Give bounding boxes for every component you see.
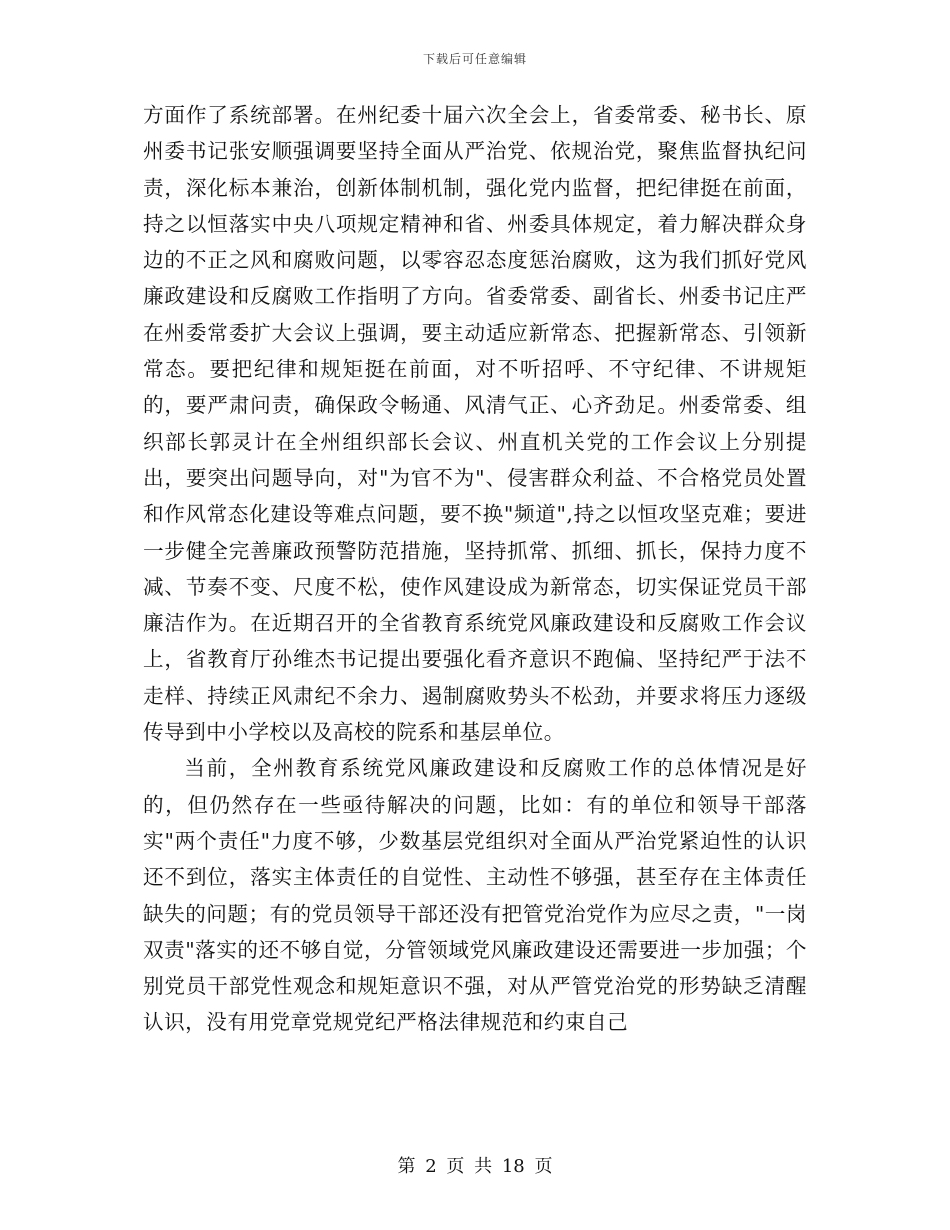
page-number: 第 2 页 共 18 页 bbox=[397, 1156, 553, 1177]
paragraph-1: 方面作了系统部署。在州纪委十届六次全会上，省委常委、秘书长、原州委书记张安顺强调要坚持全面从严治党、依规治党，聚焦监督执纪问责，深化标本兼治，创新体制机制，强化党内监督，把纪律挺在前面，持之以恒落实中央八项规定精神和省、州委具体规定，着力解决群众身边的不正之风和腐败问题，以零容忍态度惩治腐败，这为我们抓好党风廉政建设和反腐败工作指明了方向。省委常委、副省长、州委书记庄严在州委常委扩大会议上强调，要主动适应新常态、把握新常态、引领新常态。要把纪律和规矩挺在前面，对不听招呼、不守纪律、不讲规矩的，要严肃问责，确保政令畅通、风清气正、心齐劲足。州委常委、组织部长郭灵计在全州组织部长会议、州直机关党的工作会议上分别提出，要突出问题导向，对"为官不为"、侵害群众利益、不合格党员处置和作风常态化建设等难点问题，要不换"频道",持之以恒攻坚克难；要进一步健全完善廉政预警防范措施，坚持抓常、抓细、抓长，保持力度不减、节奏不变、尺度不松，使作风建设成为新常态，切实保证党员干部廉洁作为。在近期召开的全省教育系统党风廉政建设和反腐败工作会议上，省教育厅孙维杰书记提出要强化看齐意识不跑偏、坚持纪严于法不走样、持续正风肃纪不余力、遏制腐败势头不松劲，并要求将压力逐级传导到中小学校以及高校的院系和基层单位。 bbox=[143, 103, 807, 745]
paragraph-2: 当前，全州教育系统党风廉政建设和反腐败工作的总体情况是好的，但仍然存在一些亟待解决的问题，比如：有的单位和领导干部落实"两个责任"力度不够，少数基层党组织对全面从严治党紧迫性的认识还不到位，落实主体责任的自觉性、主动性不够强，甚至存在主体责任缺失的问题；有的党员领导干部还没有把管党治党作为应尽之责，"一岗双责"落实的还不够自觉，分管领域党风廉政建设还需要进一步加强；个别党员干部党性观念和规矩意识不强，对从严管党治党的形势缺乏清醒认识，没有用党章党规党纪严格法律规范和约束自己 bbox=[143, 756, 807, 1035]
document-body bbox=[143, 97, 807, 1041]
page-header: 下载后可任意编辑 bbox=[422, 52, 527, 66]
